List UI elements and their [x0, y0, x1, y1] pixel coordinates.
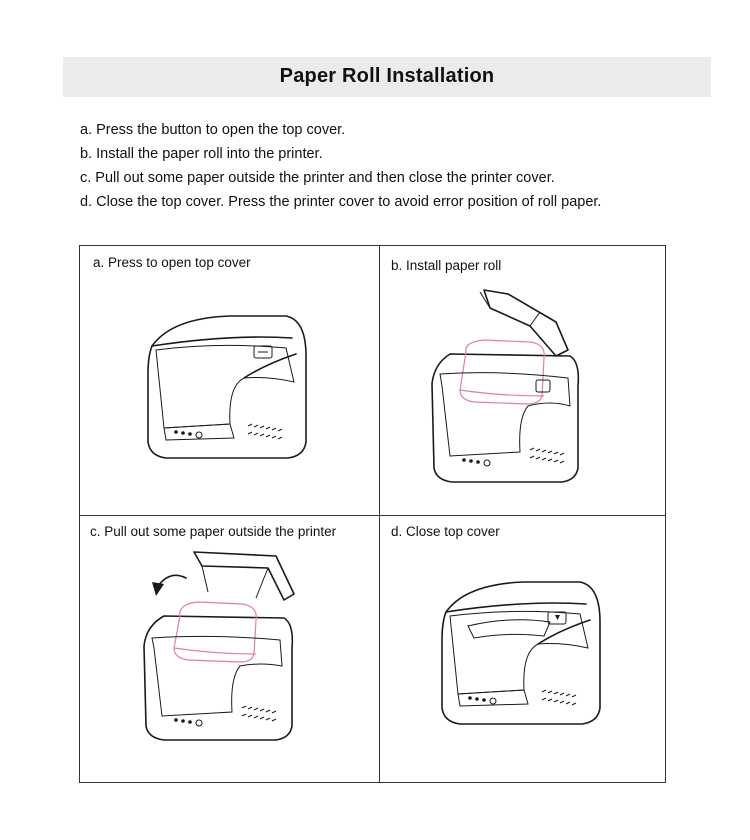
printer-open-install-roll-illustration — [380, 246, 667, 515]
panel-b-caption: b. Install paper roll — [391, 258, 502, 273]
instruction-list — [80, 118, 601, 214]
step-b: b. Install the paper roll into the printer. — [80, 146, 323, 162]
printer-closed-illustration — [80, 246, 379, 515]
page-title: Paper Roll Installation — [279, 65, 495, 87]
step-c: c. Pull out some paper outside the printer and then close the printer cover. — [80, 170, 555, 186]
title-bar — [63, 57, 711, 97]
illustration-grid — [79, 245, 666, 783]
panel-a-caption: a. Press to open top cover — [93, 255, 251, 270]
panel-b — [380, 246, 667, 515]
panel-d — [380, 516, 667, 784]
panel-a — [80, 246, 379, 515]
printer-pull-paper-illustration — [80, 516, 379, 784]
panel-d-caption: d. Close top cover — [391, 524, 500, 539]
printer-close-cover-illustration — [380, 516, 667, 784]
step-d: d. Close the top cover. Press the printer cover to avoid error position of roll paper. — [80, 194, 602, 210]
panel-c-caption: c. Pull out some paper outside the printer — [90, 524, 337, 539]
panel-c — [80, 516, 379, 784]
step-a: a. Press the button to open the top cover. — [80, 122, 346, 138]
